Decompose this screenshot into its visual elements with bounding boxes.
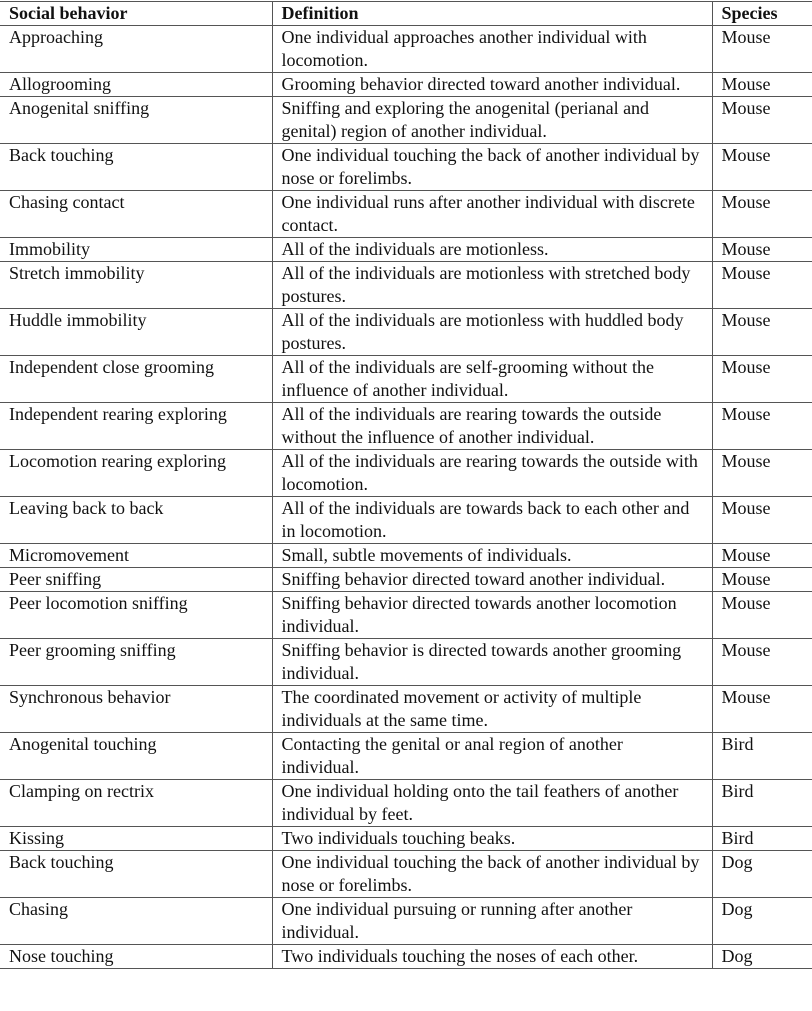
- definition-cell: All of the individuals are rearing towards the outside without the influence of another individual.: [272, 403, 712, 450]
- species-cell: Mouse: [712, 238, 812, 262]
- table-row: [0, 497, 812, 544]
- definition-cell: Small, subtle movements of individuals.: [272, 544, 712, 568]
- species-cell: Dog: [712, 851, 812, 898]
- species-cell: Mouse: [712, 73, 812, 97]
- behavior-cell: Chasing contact: [0, 191, 272, 238]
- header-row: [0, 2, 812, 26]
- definition-cell: One individual pursuing or running after another individual.: [272, 898, 712, 945]
- species-cell: Mouse: [712, 144, 812, 191]
- table-row: [0, 568, 812, 592]
- behavior-cell: Peer sniffing: [0, 568, 272, 592]
- species-cell: Mouse: [712, 191, 812, 238]
- behavior-cell: Approaching: [0, 26, 272, 73]
- species-cell: Mouse: [712, 356, 812, 403]
- species-cell: Mouse: [712, 592, 812, 639]
- definition-cell: All of the individuals are motionless.: [272, 238, 712, 262]
- table-row: [0, 733, 812, 780]
- behavior-cell: Peer locomotion sniffing: [0, 592, 272, 639]
- definition-cell: Sniffing and exploring the anogenital (perianal and genital) region of another individual.: [272, 97, 712, 144]
- behavior-cell: Back touching: [0, 851, 272, 898]
- definition-cell: All of the individuals are self-grooming without the influence of another individual.: [272, 356, 712, 403]
- behavior-cell: Kissing: [0, 827, 272, 851]
- species-cell: Dog: [712, 898, 812, 945]
- species-cell: Mouse: [712, 639, 812, 686]
- table-row: [0, 780, 812, 827]
- definition-cell: One individual runs after another individual with discrete contact.: [272, 191, 712, 238]
- table-row: [0, 945, 812, 969]
- behavior-cell: Independent close grooming: [0, 356, 272, 403]
- table-row: [0, 356, 812, 403]
- definition-cell: Two individuals touching beaks.: [272, 827, 712, 851]
- definition-cell: All of the individuals are motionless with stretched body postures.: [272, 262, 712, 309]
- definition-cell: Contacting the genital or anal region of another individual.: [272, 733, 712, 780]
- definition-cell: All of the individuals are towards back to each other and in locomotion.: [272, 497, 712, 544]
- species-cell: Mouse: [712, 262, 812, 309]
- definition-cell: All of the individuals are motionless with huddled body postures.: [272, 309, 712, 356]
- behavior-cell: Anogenital touching: [0, 733, 272, 780]
- behavior-cell: Peer grooming sniffing: [0, 639, 272, 686]
- species-cell: Mouse: [712, 568, 812, 592]
- table-row: [0, 73, 812, 97]
- definition-cell: Sniffing behavior is directed towards another grooming individual.: [272, 639, 712, 686]
- species-cell: Mouse: [712, 403, 812, 450]
- species-cell: Mouse: [712, 686, 812, 733]
- table-row: [0, 639, 812, 686]
- species-cell: Dog: [712, 945, 812, 969]
- definition-cell: Two individuals touching the noses of each other.: [272, 945, 712, 969]
- table-row: [0, 26, 812, 73]
- table-row: [0, 592, 812, 639]
- table-row: [0, 898, 812, 945]
- header-species: Species: [712, 2, 812, 26]
- species-cell: Mouse: [712, 97, 812, 144]
- species-cell: Mouse: [712, 544, 812, 568]
- definition-cell: One individual approaches another individual with locomotion.: [272, 26, 712, 73]
- table-row: [0, 827, 812, 851]
- table-row: [0, 238, 812, 262]
- behavior-cell: Allogrooming: [0, 73, 272, 97]
- behavior-cell: Anogenital sniffing: [0, 97, 272, 144]
- species-cell: Mouse: [712, 497, 812, 544]
- social-behavior-table: [0, 1, 812, 969]
- behavior-cell: Nose touching: [0, 945, 272, 969]
- behavior-cell: Clamping on rectrix: [0, 780, 272, 827]
- behavior-cell: Stretch immobility: [0, 262, 272, 309]
- definition-cell: The coordinated movement or activity of multiple individuals at the same time.: [272, 686, 712, 733]
- behavior-cell: Immobility: [0, 238, 272, 262]
- definition-cell: Sniffing behavior directed towards another locomotion individual.: [272, 592, 712, 639]
- table-row: [0, 262, 812, 309]
- header-social-behavior: Social behavior: [0, 2, 272, 26]
- species-cell: Bird: [712, 827, 812, 851]
- species-cell: Mouse: [712, 26, 812, 73]
- table-row: [0, 450, 812, 497]
- table-row: [0, 97, 812, 144]
- table-row: [0, 544, 812, 568]
- definition-cell: One individual touching the back of another individual by nose or forelimbs.: [272, 144, 712, 191]
- behavior-cell: Independent rearing exploring: [0, 403, 272, 450]
- table-row: [0, 403, 812, 450]
- table-row: [0, 191, 812, 238]
- species-cell: Mouse: [712, 309, 812, 356]
- table-row: [0, 851, 812, 898]
- definition-cell: One individual holding onto the tail feathers of another individual by feet.: [272, 780, 712, 827]
- definition-cell: All of the individuals are rearing towards the outside with locomotion.: [272, 450, 712, 497]
- species-cell: Bird: [712, 733, 812, 780]
- definition-cell: Grooming behavior directed toward another individual.: [272, 73, 712, 97]
- table-row: [0, 686, 812, 733]
- definition-cell: One individual touching the back of another individual by nose or forelimbs.: [272, 851, 712, 898]
- table-row: [0, 144, 812, 191]
- behavior-cell: Synchronous behavior: [0, 686, 272, 733]
- behavior-cell: Leaving back to back: [0, 497, 272, 544]
- definition-cell: Sniffing behavior directed toward another individual.: [272, 568, 712, 592]
- header-definition: Definition: [272, 2, 712, 26]
- behavior-cell: Micromovement: [0, 544, 272, 568]
- behavior-cell: Chasing: [0, 898, 272, 945]
- species-cell: Bird: [712, 780, 812, 827]
- table-row: [0, 309, 812, 356]
- behavior-cell: Back touching: [0, 144, 272, 191]
- species-cell: Mouse: [712, 450, 812, 497]
- behavior-cell: Huddle immobility: [0, 309, 272, 356]
- behavior-cell: Locomotion rearing exploring: [0, 450, 272, 497]
